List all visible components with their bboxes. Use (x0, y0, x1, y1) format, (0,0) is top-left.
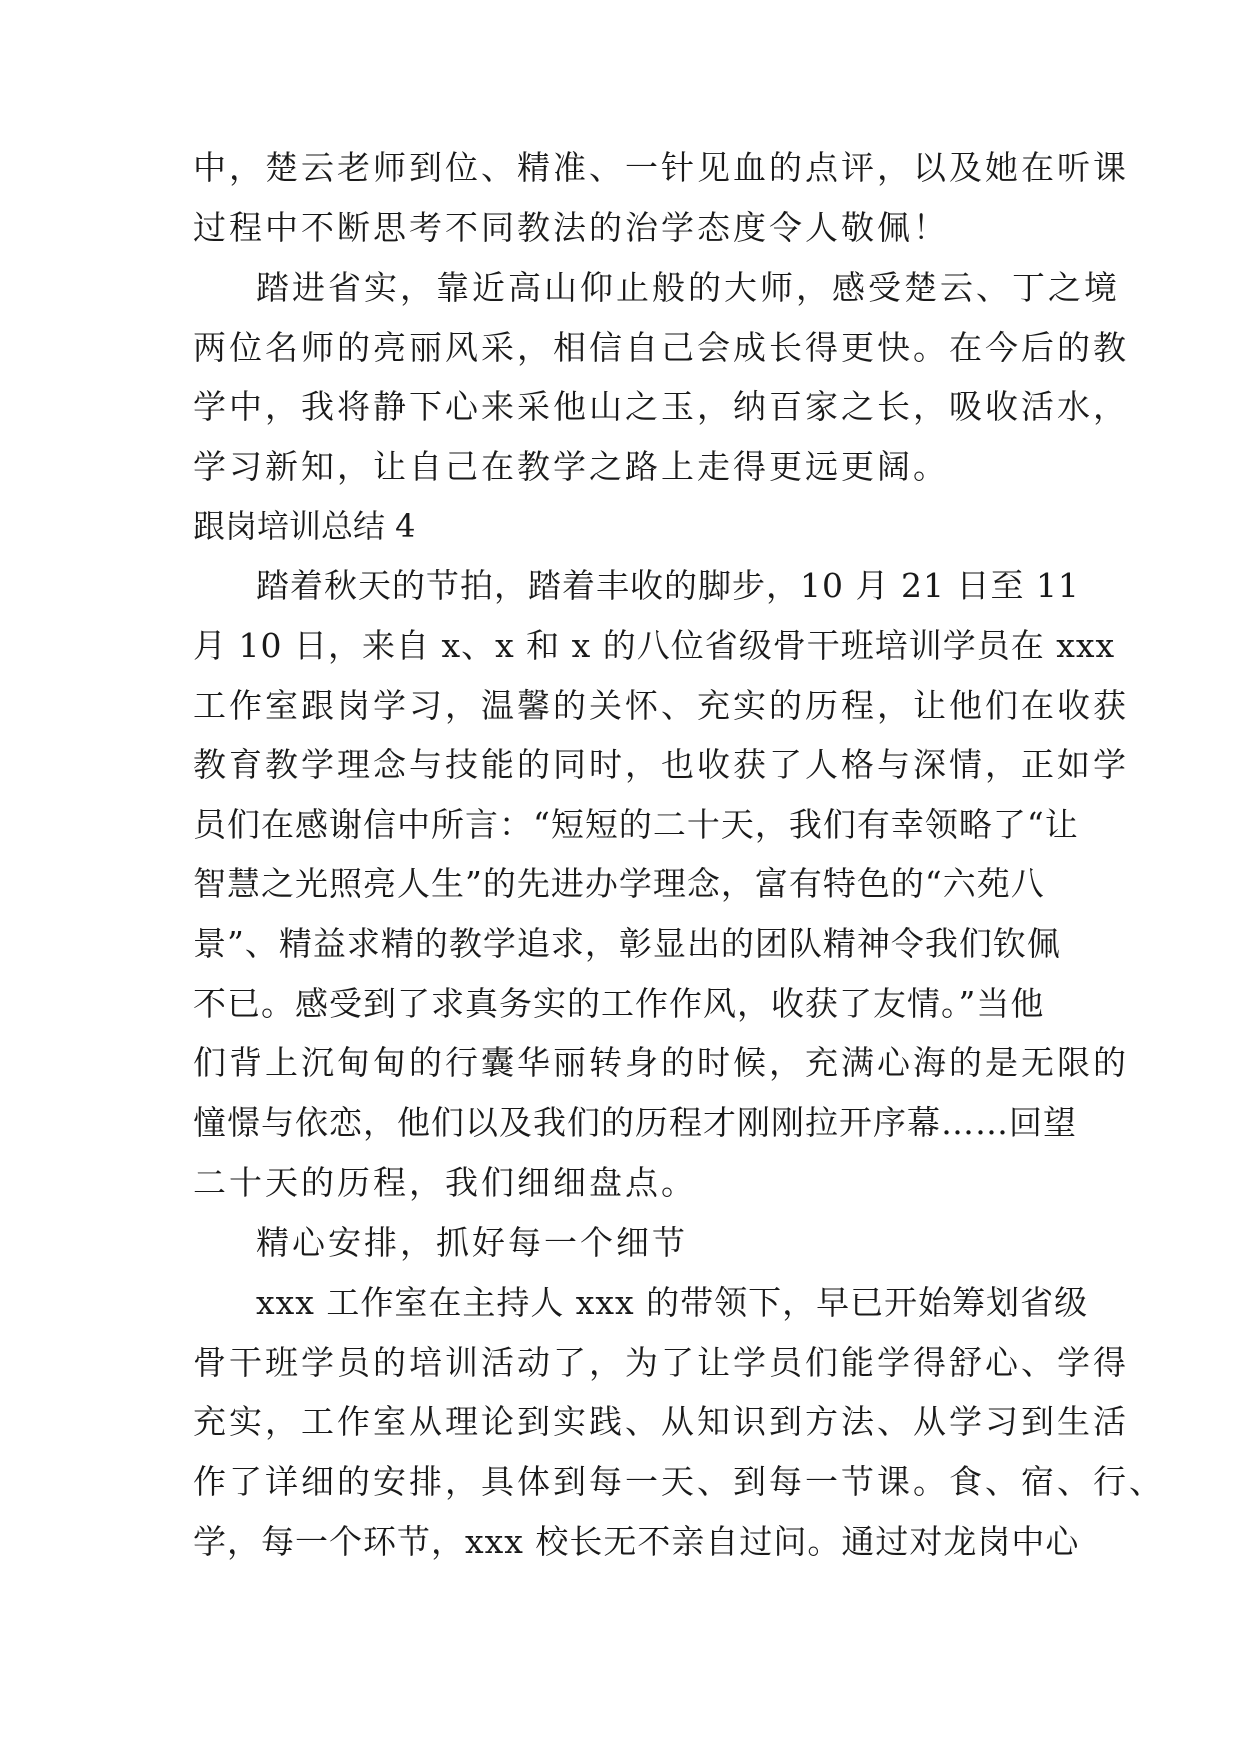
text-line: 智慧之光照亮人生”的先进办学理念，富有特色的“六苑八 (193, 864, 1045, 903)
text-line: 工作室跟岗学习，温馨的关怀、充实的历程，让他们在收获 (193, 686, 1129, 725)
text-line: 骨干班学员的培训活动了，为了让学员们能学得舒心、学得 (193, 1343, 1129, 1382)
text-line: 中，楚云老师到位、精准、一针见血的点评，以及她在听课 (193, 148, 1129, 187)
text-line: 员们在感谢信中所言：“短短的二十天，我们有幸领略了“让 (193, 805, 1079, 844)
text-line: 们背上沉甸甸的行囊华丽转身的时候，充满心海的是无限的 (193, 1043, 1129, 1082)
text-line: 充实，工作室从理论到实践、从知识到方法、从学习到生活 (193, 1402, 1129, 1441)
text-line: 憧憬与依恋，他们以及我们的历程才刚刚拉开序幕……回望 (193, 1103, 1077, 1142)
subheading: 精心安排，抓好每一个细节 (256, 1223, 688, 1262)
text-line: 踏进省实，靠近高山仰止般的大师，感受楚云、丁之境 (256, 268, 1120, 307)
text-line: 二十天的历程，我们细细盘点。 (193, 1163, 697, 1202)
text-line: 踏着秋天的节拍，踏着丰收的脚步，10 月 21 日至 11 (256, 566, 1080, 605)
text-line: 作了详细的安排，具体到每一天、到每一节课。食、宿、行、 (193, 1462, 1165, 1501)
text-line: 景”、精益求精的教学追求，彰显出的团队精神令我们钦佩 (193, 924, 1061, 963)
text-line: xxx 工作室在主持人 xxx 的带领下，早已开始筹划省级 (256, 1283, 1089, 1322)
text-line: 两位名师的亮丽风采，相信自己会成长得更快。在今后的教 (193, 328, 1129, 367)
text-line: 月 10 日，来自 x、x 和 x 的八位省级骨干班培训学员在 xxx (193, 626, 1116, 665)
text-line: 教育教学理念与技能的同时，也收获了人格与深情，正如学 (193, 745, 1129, 784)
text-line: 学，每一个环节，xxx 校长无不亲自过问。通过对龙岗中心 (193, 1522, 1080, 1561)
text-line: 学中，我将静下心来采他山之玉，纳百家之长，吸收活水， (193, 387, 1129, 426)
text-line: 不已。感受到了求真务实的工作作风，收获了友情。”当他 (193, 984, 1045, 1023)
text-line: 过程中不断思考不同教法的治学态度令人敬佩！ (193, 208, 949, 247)
section-heading: 跟岗培训总结 4 (193, 507, 416, 545)
text-line: 学习新知，让自己在教学之路上走得更远更阔。 (193, 447, 949, 486)
